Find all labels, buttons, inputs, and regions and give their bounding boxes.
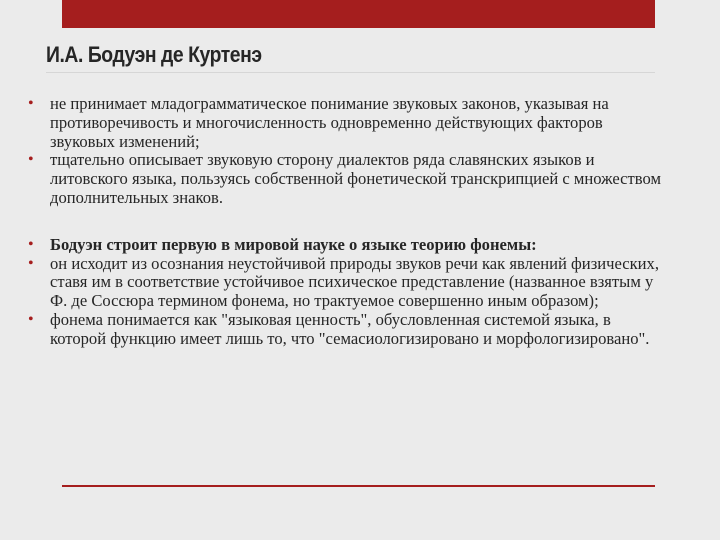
bullet-icon: • bbox=[28, 254, 34, 272]
bottom-accent-line bbox=[62, 485, 655, 487]
bullet-list-1 bbox=[28, 95, 668, 208]
top-accent-bar bbox=[62, 0, 655, 28]
bullet-icon: • bbox=[28, 95, 34, 112]
slide-title: И.А. Бодуэн де Куртенэ bbox=[46, 42, 262, 67]
list-item bbox=[28, 151, 668, 207]
list-item bbox=[28, 255, 668, 311]
bullet-list-2 bbox=[28, 236, 668, 349]
list-item-text: тщательно описывает звуковую сторону диалектов ряда славянских языков и литовского языка, пользуясь собственной фонетической транскрипцией с множеством дополнительных знаков. bbox=[50, 150, 661, 207]
bullet-icon: • bbox=[28, 151, 34, 169]
slide-content bbox=[28, 95, 668, 349]
list-item-text: Бодуэн строит первую в мировой науке о языке теорию фонемы: bbox=[50, 234, 537, 254]
list-item-text: фонема понимается как "языковая ценность", обусловленная системой языка, в которой функцию имеет лишь то, что "семасиологизировано и морфологизировано". bbox=[50, 309, 650, 348]
list-item-text: он исходит из осознания неустойчивой природы звуков речи как явлений физических, ставя им в соответствие устойчивое психическое представление (названное взятым у Ф. де Соссюра термином фонема, но трактуемое совершенно иным образом); bbox=[50, 253, 660, 311]
list-item bbox=[28, 311, 668, 349]
bullet-icon: • bbox=[28, 235, 34, 253]
bullet-icon: • bbox=[28, 310, 34, 328]
list-item bbox=[28, 236, 668, 255]
title-divider bbox=[46, 72, 655, 73]
list-item-text: не принимает младограмматическое понимание звуковых законов, указывая на противоречивость и многочисленность одновременно действующих факторов звуковых изменений; bbox=[50, 94, 609, 151]
list-item bbox=[28, 95, 668, 151]
